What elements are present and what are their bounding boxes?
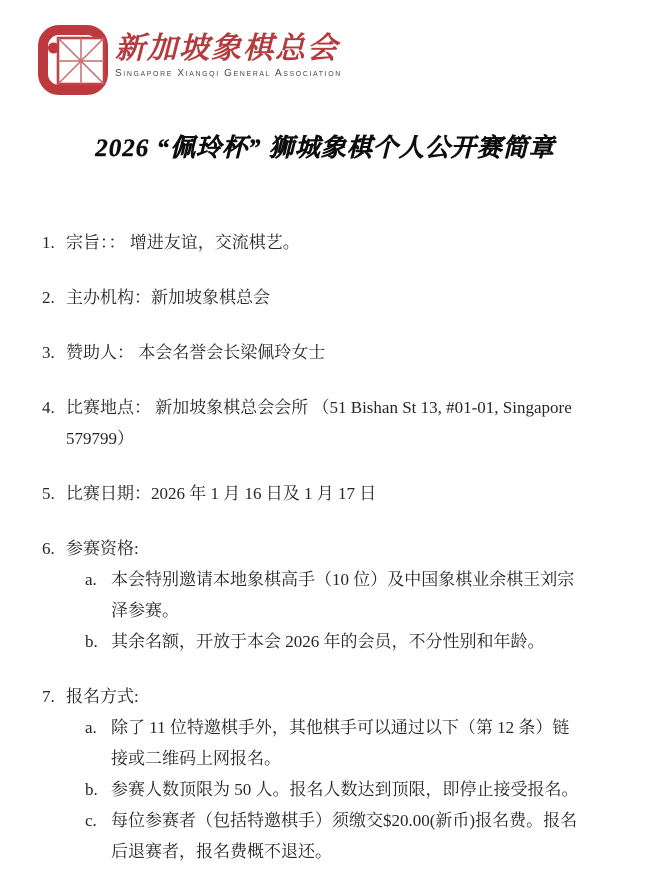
item-text: 宗旨：： 增进友谊，交流棋艺。 <box>66 233 300 252</box>
sub-list-item <box>85 626 582 657</box>
item-text: 比赛地点： 新加坡象棋总会会所 （51 Bishan St 13, #01-01, Singapore 579799） <box>66 398 572 448</box>
sub-list <box>85 712 582 867</box>
item-text: 主办机构：新加坡象棋总会 <box>66 288 270 307</box>
sub-list-item <box>85 774 582 805</box>
list-item <box>42 533 616 657</box>
association-english-name: Singapore Xiangqi General Association <box>115 68 342 79</box>
sub-item-letter: c. <box>85 811 97 830</box>
sub-item-letter: a. <box>85 570 97 589</box>
sub-item-letter: b. <box>85 632 98 651</box>
item-number: 5. <box>42 484 55 503</box>
list-item <box>42 478 616 509</box>
item-text: 报名方式: <box>66 687 139 706</box>
list-item <box>42 282 616 313</box>
item-number: 7. <box>42 687 55 706</box>
sub-item-letter: a. <box>85 718 97 737</box>
sub-item-text: 除了 11 位特邀棋手外，其他棋手可以通过以下（第 12 条）链接或二维码上网报名。 <box>111 718 570 768</box>
sub-item-text: 其余名额，开放于本会 2026 年的会员，不分性别和年龄。 <box>111 632 545 651</box>
sub-item-letter: b. <box>85 780 98 799</box>
sub-item-text: 本会特别邀请本地象棋高手（10 位）及中国象棋业余棋王刘宗泽参赛。 <box>111 570 575 620</box>
sub-list-item <box>85 564 582 626</box>
item-number: 3. <box>42 343 55 362</box>
item-text: 参赛资格: <box>66 539 139 558</box>
numbered-list <box>0 227 650 867</box>
sub-item-text: 参赛人数顶限为 50 人。报名人数达到顶限，即停止接受报名。 <box>111 780 579 799</box>
item-number: 4. <box>42 398 55 417</box>
sub-list-item <box>85 805 582 867</box>
item-content <box>66 681 582 867</box>
item-number: 2. <box>42 288 55 307</box>
item-text: 赞助人： 本会名誉会长梁佩玲女士 <box>66 343 326 362</box>
sub-list <box>85 564 582 657</box>
item-content <box>66 533 582 657</box>
list-item <box>42 337 616 368</box>
association-chinese-name: 新加坡象棋总会 <box>115 32 339 65</box>
item-number: 1. <box>42 233 55 252</box>
association-name-block <box>115 32 342 79</box>
item-text: 比赛日期：2026 年 1 月 16 日及 1 月 17 日 <box>66 484 377 503</box>
list-item <box>42 392 616 454</box>
item-number: 6. <box>42 539 55 558</box>
sub-item-text: 每位参赛者（包括特邀棋手）须缴交$20.00(新币)报名费。报名后退赛者，报名费概不退还。 <box>111 811 578 861</box>
list-item <box>42 227 616 258</box>
xiangqi-board-logo-icon <box>38 25 108 95</box>
list-item <box>42 681 616 867</box>
sub-list-item <box>85 712 582 774</box>
document-title: 2026 “佩玲杯” 狮城象棋个人公开赛简章 <box>95 135 555 162</box>
association-logo <box>0 0 650 95</box>
